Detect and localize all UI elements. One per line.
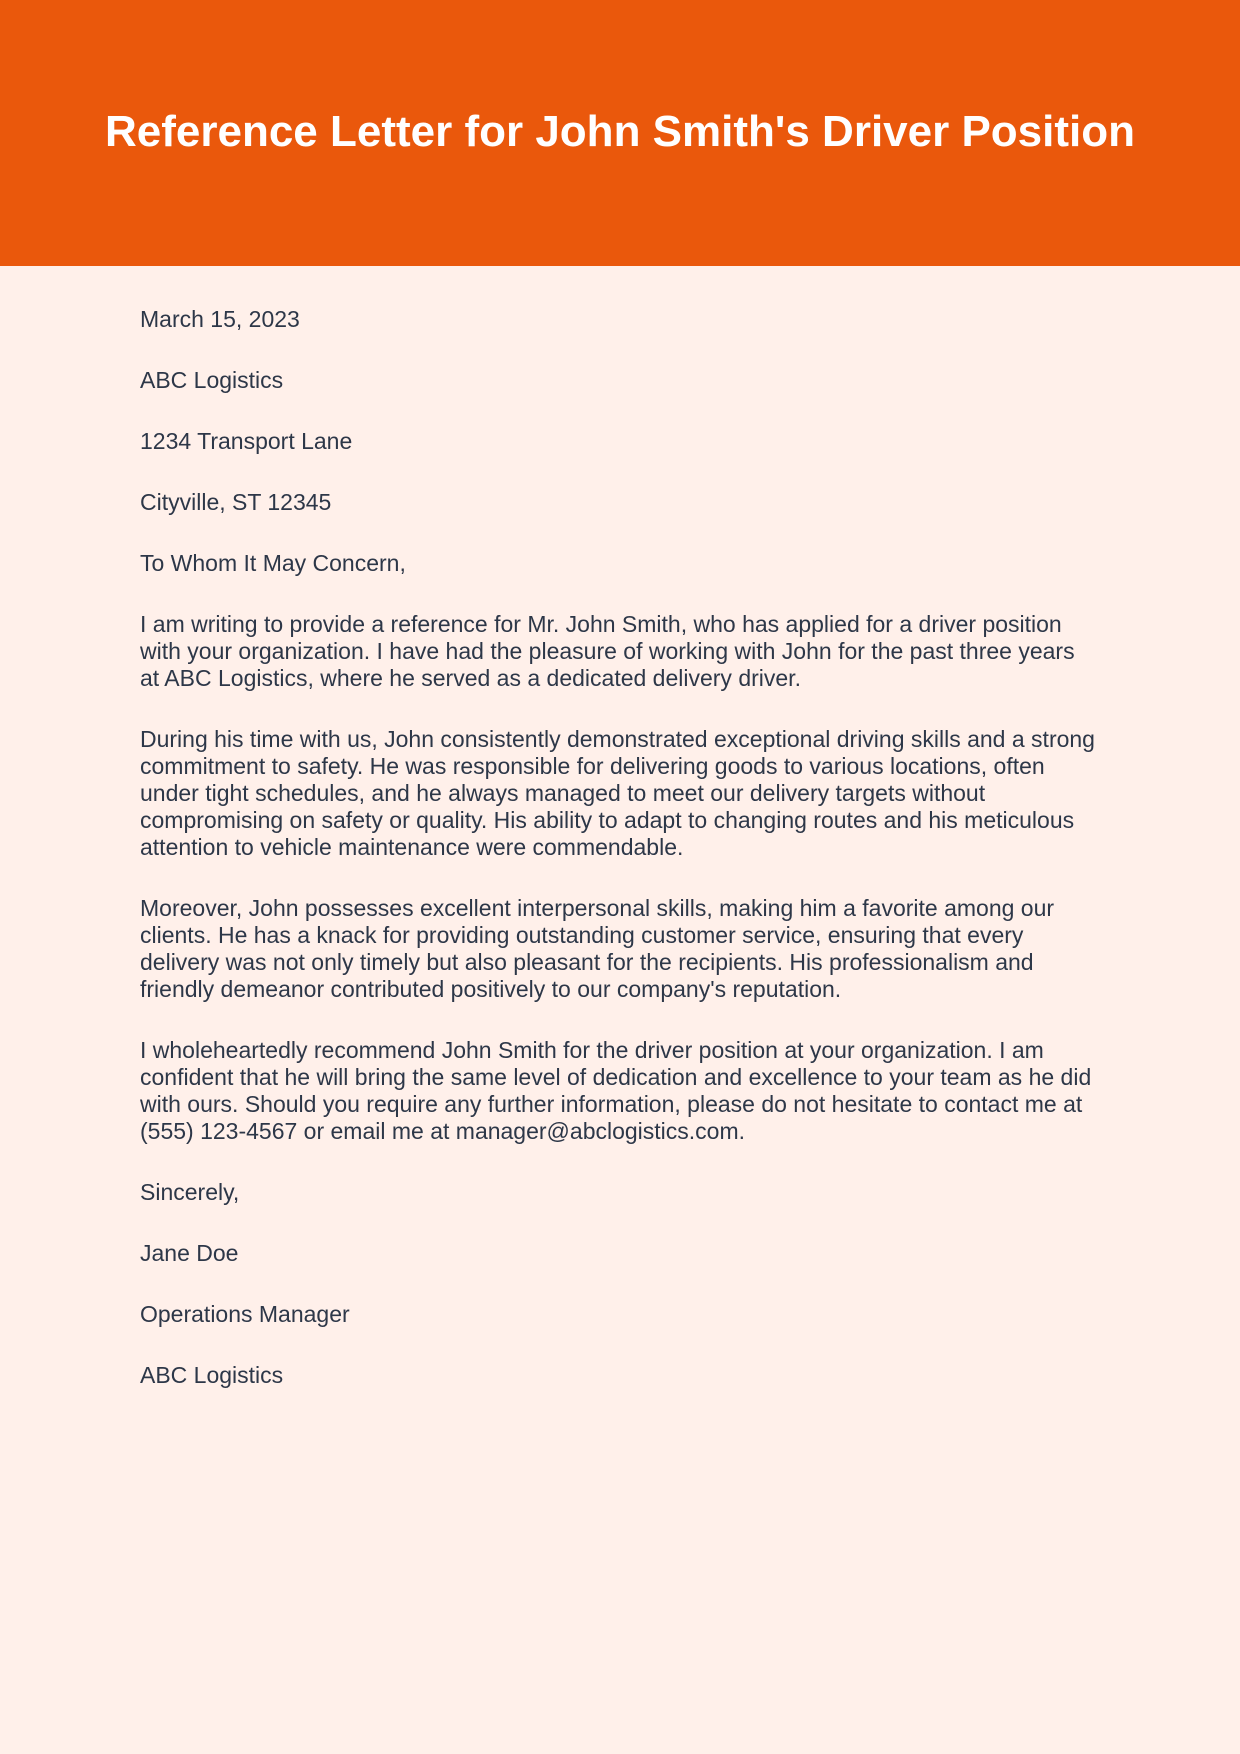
letter-title: Reference Letter for John Smith's Driver Position [104,106,1136,156]
closing: Sincerely, [140,1179,240,1205]
signature-role: Operations Manager [140,1301,350,1327]
recipient-company: ABC Logistics [140,367,284,393]
letter-header [0,0,1240,266]
body-paragraph-1: I am writing to provide a reference for Mr. John Smith, who has applied for a driver position with your organization. I have had the pleasure of working with John for the past three years at ABC Logistics, where he served as a dedicated delivery driver. [140,611,1075,691]
signature-name: Jane Doe [140,1240,239,1266]
signature-company: ABC Logistics [140,1362,284,1388]
letter-body [140,306,1100,1423]
recipient-street: 1234 Transport Lane [140,428,353,454]
body-paragraph-4: I wholeheartedly recommend John Smith for the driver position at your organization. I am confident that he will bring the same level of dedication and excellence to your team as he did with ours. Should you require any further information, please do not hesitate to contact me at (555) 123-4567 or email me at manager@abclogistics.com. [140,1037,1092,1144]
body-paragraph-2: During his time with us, John consistently demonstrated exceptional driving skills and a strong commitment to safety. He was responsible for delivering goods to various locations, often under tight schedules, and he always managed to meet our delivery targets without compromising on safety or quality. His ability to adapt to changing routes and his meticulous attention to vehicle maintenance were commendable. [140,726,1095,860]
recipient-city: Cityville, ST 12345 [140,489,332,515]
letter-date: March 15, 2023 [140,306,300,332]
salutation: To Whom It May Concern, [140,550,406,576]
body-paragraph-3: Moreover, John possesses excellent interpersonal skills, making him a favorite among our clients. He has a knack for providing outstanding customer service, ensuring that every delivery was not only timely but also pleasant for the recipients. His professionalism and friendly demeanor contributed positively to our company's reputation. [140,895,1055,1002]
